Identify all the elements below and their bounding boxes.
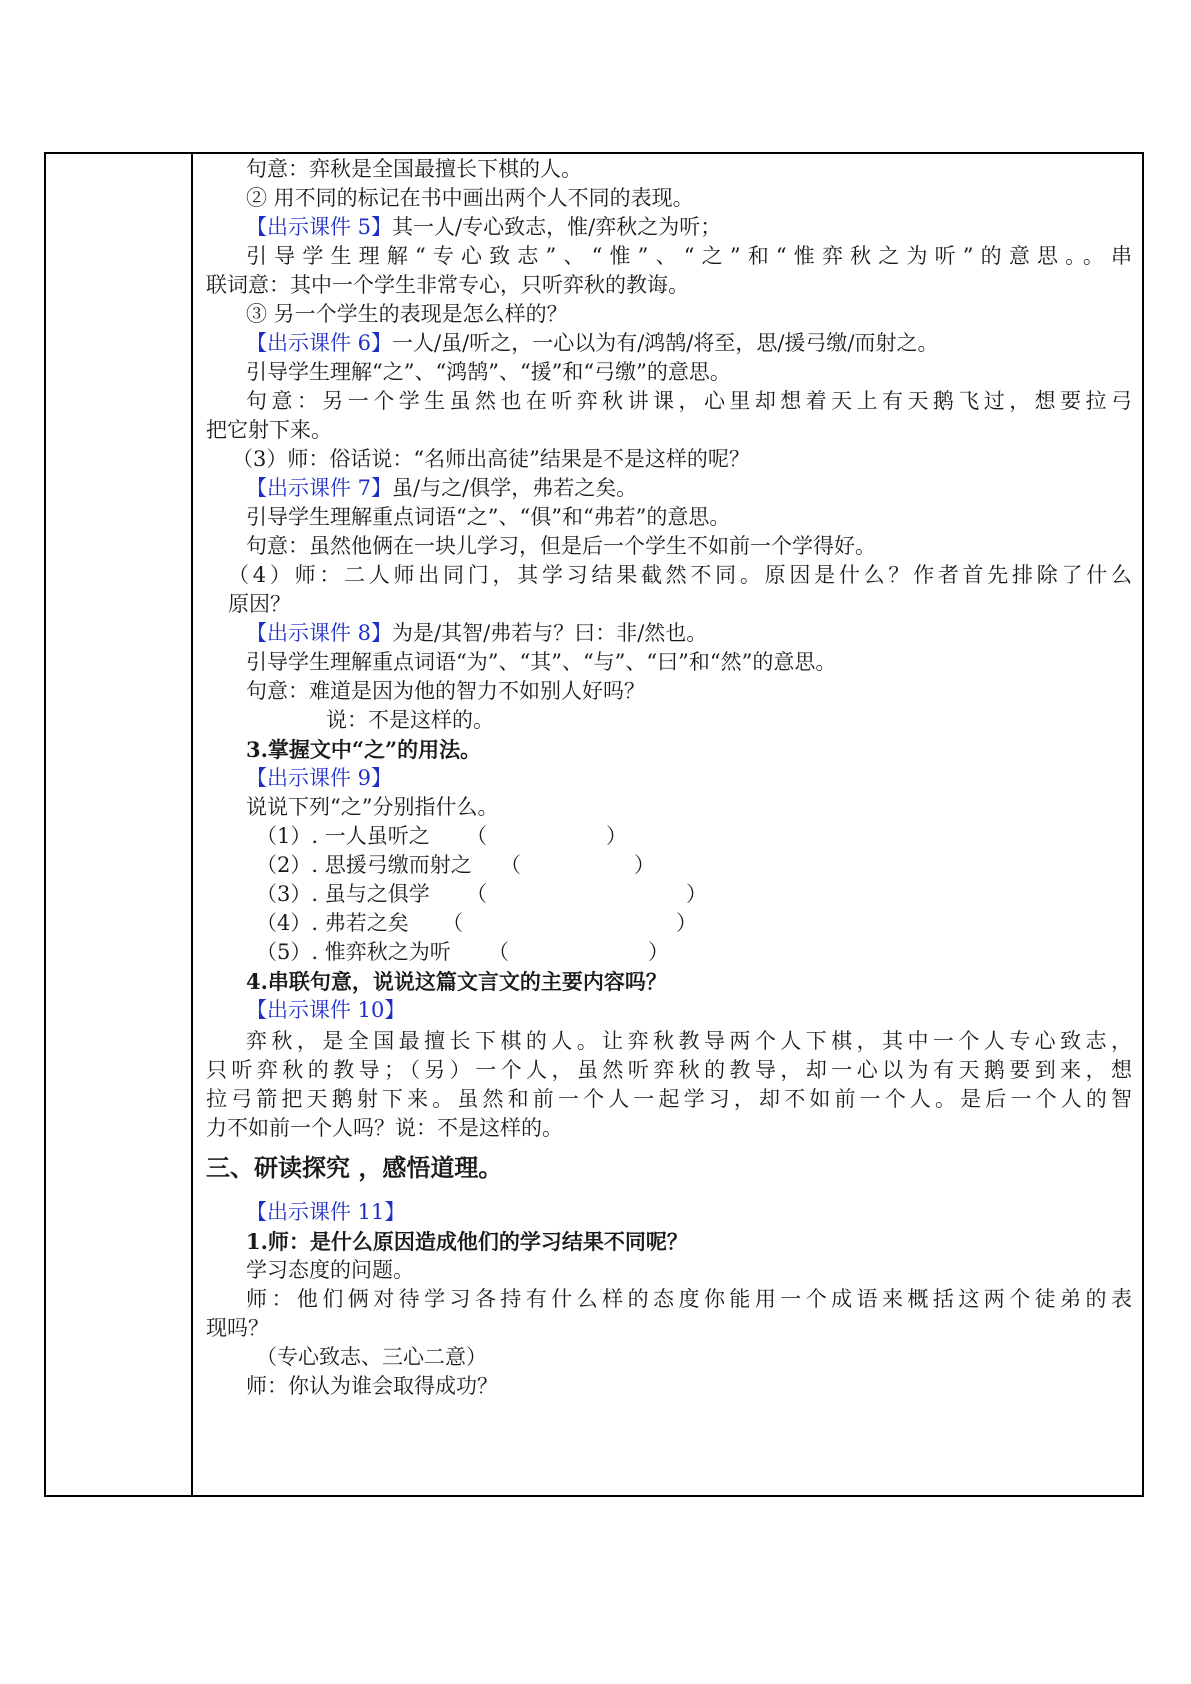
courseware-tag: 【出示课件 8】	[246, 621, 393, 645]
courseware-tag: 【出示课件 10】	[246, 998, 406, 1022]
answer-blank[interactable]: （	[466, 882, 487, 906]
answer-blank[interactable]: （	[488, 940, 509, 964]
section-subheading: 3.掌握文中“之”的用法。	[246, 737, 482, 762]
column-divider	[191, 154, 193, 1495]
classical-text: 一人/虽/听之，一心以为有/鸿鹄/将至，思/援弓缴/而射之。	[392, 331, 939, 355]
text-line: 引导学生理解“专心致志”、“惟”、“之”和“惟弈秋之为听”的意思。。串	[246, 244, 1132, 268]
text-line: 句意：弈秋是全国最擅长下棋的人。	[246, 157, 582, 181]
answer-blank[interactable]: （	[466, 824, 487, 848]
courseware-tag: 【出示课件 5】	[246, 215, 393, 239]
text-line: 学习态度的问题。	[246, 1258, 414, 1282]
text-line: ② 用不同的标记在书中画出两个人不同的表现。	[246, 186, 694, 210]
section-heading: 三、研读探究 ，感悟道理。	[206, 1153, 503, 1182]
text-line: （3）师：俗话说：“名师出高徒”结果是不是这样的呢？	[232, 447, 750, 471]
text-line: （专心致志、三心二意）	[256, 1345, 487, 1369]
text-line: 句意：难道是因为他的智力不如别人好吗？	[246, 679, 645, 703]
classical-text: 虽/与之/俱学，弗若之矣。	[392, 476, 638, 500]
section-subheading: 4.串联句意，说说这篇文言文的主要内容吗？	[246, 969, 667, 994]
answer-blank[interactable]: （	[442, 911, 463, 935]
answer-blank[interactable]: （	[500, 853, 521, 877]
exercise-item: （4）. 弗若之矣 （ ）	[206, 908, 1132, 939]
courseware-line	[206, 473, 1132, 504]
text-line: 引导学生理解重点词语“为”、“其”、“与”、“曰”和“然”的意思。	[246, 650, 837, 674]
text-line: 说说下列“之”分别指什么。	[246, 795, 499, 819]
text-line: 师：他们俩对待学习各持有什么样的态度你能用一个成语来概括这两个徒弟的表	[246, 1287, 1132, 1311]
text-line: （4）师：二人师出同门，其学习结果截然不同。原因是什么？作者首先排除了什么	[228, 563, 1132, 587]
exercise-item: （1）. 一人虽听之 （ ）	[206, 821, 1132, 852]
text-line: 联词意：其中一个学生非常专心，只听弈秋的教诲。	[206, 273, 689, 297]
text-line: 把它射下来。	[206, 418, 332, 442]
exercise-item: （2）. 思援弓缴而射之 （ ）	[206, 850, 1132, 881]
courseware-tag: 【出示课件 11】	[246, 1200, 406, 1224]
text-line: 现吗？	[206, 1316, 269, 1340]
text-line: 说：不是这样的。	[326, 708, 494, 732]
text-line: 引导学生理解重点词语“之”、“俱”和“弗若”的意思。	[246, 505, 731, 529]
text-line: 只听弈秋的教导；（另）一个人，虽然听弈秋的教导，却一心以为有天鹅要到来，想	[206, 1058, 1132, 1082]
courseware-line	[206, 618, 1132, 649]
text-line: 句意：另一个学生虽然也在听弈秋讲课，心里却想着天上有天鹅飞过，想要拉弓	[246, 389, 1132, 413]
courseware-tag: 【出示课件 7】	[246, 476, 393, 500]
text-line: 拉弓箭把天鹅射下来。虽然和前一个人一起学习，却不如前一个人。是后一个人的智	[206, 1087, 1132, 1111]
courseware-tag: 【出示课件 6】	[246, 331, 393, 355]
text-line: 原因？	[228, 592, 291, 616]
exercise-item: （5）. 惟弈秋之为听 （ ）	[206, 937, 1132, 968]
text-line: 引导学生理解“之”、“鸿鹄”、“援”和“弓缴”的意思。	[246, 360, 731, 384]
section-subheading: 1.师：是什么原因造成他们的学习结果不同呢？	[246, 1229, 688, 1254]
exercise-item: （3）. 虽与之俱学 （ ）	[206, 879, 1132, 910]
courseware-line	[206, 328, 1132, 359]
classical-text: 为是/其智/弗若与？曰：非/然也。	[392, 621, 708, 645]
courseware-tag: 【出示课件 9】	[246, 766, 393, 790]
lesson-table	[44, 152, 1144, 1497]
classical-text: 其一人/专心致志，惟/弈秋之为听；	[392, 215, 722, 239]
text-line: 师：你认为谁会取得成功？	[246, 1374, 498, 1398]
text-line: 句意：虽然他俩在一块儿学习，但是后一个学生不如前一个学得好。	[246, 534, 876, 558]
text-line: ③ 另一个学生的表现是怎么样的？	[246, 302, 568, 326]
text-line: 力不如前一个人吗？说：不是这样的。	[206, 1116, 563, 1140]
text-line: 弈秋，是全国最擅长下棋的人。让弈秋教导两个人下棋，其中一个人专心致志，	[246, 1029, 1132, 1053]
courseware-line	[206, 212, 1132, 243]
